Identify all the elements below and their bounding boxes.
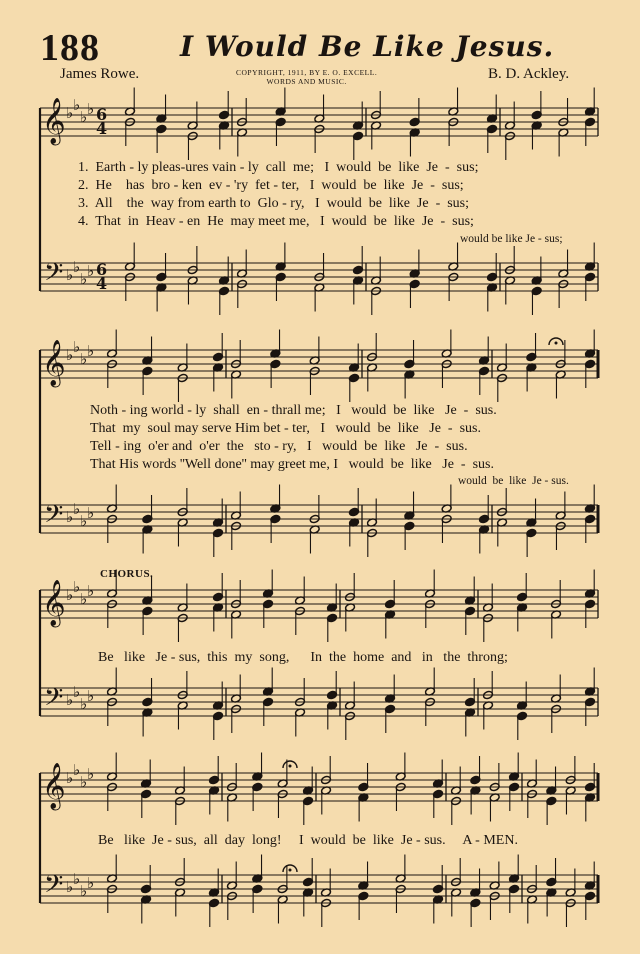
copyright-subline: WORDS AND MUSIC. — [266, 77, 347, 86]
fermata-dot — [555, 342, 558, 345]
flat-sign: ♭ — [87, 100, 95, 118]
fermata-dot — [289, 869, 292, 872]
hymn-title: I Would Be Like Jesus. — [180, 30, 555, 63]
flat-sign: ♭ — [73, 578, 81, 596]
flat-sign: ♭ — [87, 765, 95, 783]
flat-sign: ♭ — [80, 590, 88, 608]
hymn-number: 188 — [40, 27, 100, 69]
time-signature-top: 6 — [96, 105, 108, 124]
bass-echo-a: would be like Je - sus; — [460, 233, 563, 245]
verse-3-line-b: Tell - ing o'er and o'er the sto - ry, I would be like Je - sus. — [90, 439, 468, 454]
bass-clef: 𝄢 — [44, 683, 64, 718]
composer-credit: B. D. Ackley. — [488, 66, 570, 82]
flat-sign: ♭ — [73, 870, 81, 888]
flat-sign: ♭ — [87, 504, 95, 522]
treble-clef: 𝄞 — [42, 763, 66, 809]
verse-4-line-a: 4. That in Heav - en He may meet me, I would be like Je - sus; — [78, 214, 474, 229]
flat-sign: ♭ — [80, 882, 88, 900]
flat-sign: ♭ — [80, 512, 88, 530]
flat-sign: ♭ — [87, 874, 95, 892]
flat-sign: ♭ — [73, 761, 81, 779]
chorus-line-2: Be like Je - sus, all day long! I would be like Je - sus. A - MEN. — [98, 833, 518, 848]
flat-sign: ♭ — [73, 500, 81, 518]
treble-clef: 𝄞 — [42, 98, 66, 144]
flat-sign: ♭ — [66, 508, 74, 526]
verse-3-line-a: 3. All the way from earth to Glo - ry, I would be like Je - sus; — [78, 196, 470, 211]
flat-sign: ♭ — [87, 687, 95, 705]
chorus-line-1: Be like Je - sus, this my song, In the home and in the throng; — [98, 650, 508, 665]
flat-sign: ♭ — [66, 878, 74, 896]
time-signature-bottom: 4 — [96, 119, 108, 138]
copyright-line: COPYRIGHT, 1911, BY E. O. EXCELL. — [236, 68, 378, 77]
flat-sign: ♭ — [66, 346, 74, 364]
flat-sign: ♭ — [66, 104, 74, 122]
flat-sign: ♭ — [66, 586, 74, 604]
lyricist-credit: James Rowe. — [60, 66, 140, 82]
verse-2-line-a: 2. He has bro - ken ev - 'ry fet - ter, I would be like Je - sus; — [78, 178, 464, 193]
flat-sign: ♭ — [66, 266, 74, 284]
verse-1-line-b: Noth - ing world - ly shall en - thrall me; I would be like Je - sus. — [90, 403, 497, 418]
flat-sign: ♭ — [87, 342, 95, 360]
flat-sign: ♭ — [80, 350, 88, 368]
treble-clef: 𝄞 — [42, 580, 66, 626]
verse-1-line-a: 1. Earth - ly pleas-ures vain - ly call me; I would be like Je - sus; — [78, 160, 479, 175]
flat-sign: ♭ — [66, 769, 74, 787]
fermata-dot — [289, 765, 292, 768]
chorus-label: CHORUS. — [100, 568, 154, 580]
flat-sign: ♭ — [73, 96, 81, 114]
verse-2-line-b: That my soul may serve Him bet - ter, I would be like Je - sus. — [90, 421, 481, 436]
flat-sign: ♭ — [73, 338, 81, 356]
time-signature-bottom: 4 — [96, 274, 108, 293]
flat-sign: ♭ — [80, 270, 88, 288]
flat-sign: ♭ — [80, 695, 88, 713]
flat-sign: ♭ — [87, 262, 95, 280]
bass-clef: 𝄢 — [44, 258, 64, 293]
time-signature-top: 6 — [96, 260, 108, 279]
flat-sign: ♭ — [73, 683, 81, 701]
flat-sign: ♭ — [80, 773, 88, 791]
flat-sign: ♭ — [80, 108, 88, 126]
bass-echo-b: would be like Je - sus. — [458, 475, 569, 487]
bass-clef: 𝄢 — [44, 500, 64, 535]
flat-sign: ♭ — [87, 582, 95, 600]
flat-sign: ♭ — [66, 691, 74, 709]
treble-clef: 𝄞 — [42, 340, 66, 386]
bass-clef: 𝄢 — [44, 870, 64, 905]
verse-4-line-b: That His words ''Well done'' may greet me, I would be like Je - sus. — [90, 457, 494, 472]
flat-sign: ♭ — [73, 258, 81, 276]
